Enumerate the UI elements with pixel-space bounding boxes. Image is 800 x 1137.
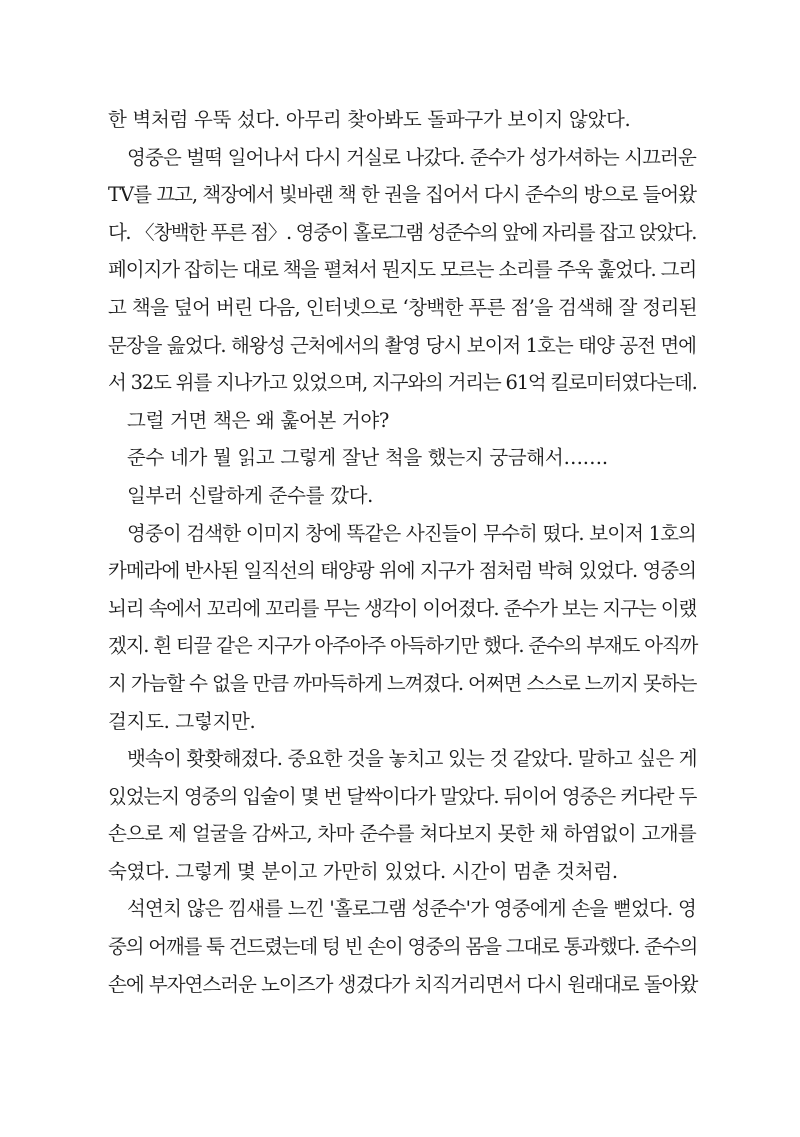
text-line: 다. 〈창백한 푸른 점〉. 영중이 홀로그램 성준수의 앞에 자리를 잡고 앉았다. bbox=[108, 220, 696, 244]
text-line: 뱃속이 홧홧해졌다. 중요한 것을 놓치고 있는 것 같았다. 말하고 싶은 게 bbox=[127, 747, 697, 771]
text-line: 겠지. 흰 티끌 같은 지구가 아주아주 아득하기만 했다. 준수의 부재도 아직까 bbox=[108, 634, 698, 658]
text-line: 카메라에 반사된 일직선의 태양광 위에 지구가 점처럼 박혀 있었다. 영중의 bbox=[108, 559, 696, 583]
text-line: 손으로 제 얼굴을 감싸고, 차마 준수를 쳐다보지 못한 채 하염없이 고개를 bbox=[108, 822, 696, 846]
text-line: 중의 어깨를 툭 건드렸는데 텅 빈 손이 영중의 몸을 그대로 통과했다. 준수의 bbox=[108, 935, 698, 959]
text-line: 석연치 않은 낌새를 느낀 '홀로그램 성준수'가 영중에게 손을 뻗었다. 영 bbox=[127, 897, 696, 921]
text-line: 문장을 읊었다. 해왕성 근처에서의 촬영 당시 보이저 1호는 태양 공전 면에 bbox=[108, 333, 696, 357]
text-line: 그럴 거면 책은 왜 훑어본 거야? bbox=[127, 408, 390, 432]
text-line: 있었는지 영중의 입술이 몇 번 달싹이다가 말았다. 뒤이어 영중은 커다란 두 bbox=[108, 784, 697, 808]
text-line: 일부러 신랄하게 준수를 깠다. bbox=[127, 483, 374, 507]
text-line: TV를 끄고, 책장에서 빛바랜 책 한 권을 집어서 다시 준수의 방으로 들어왔 bbox=[108, 183, 696, 207]
text-line: 뇌리 속에서 꼬리에 꼬리를 무는 생각이 이어졌다. 준수가 보는 지구는 이랬 bbox=[108, 596, 697, 620]
text-line: 영중이 검색한 이미지 창에 똑같은 사진들이 무수히 떴다. 보이저 1호의 bbox=[127, 521, 696, 545]
text-line: 한 벽처럼 우뚝 섰다. 아무리 찾아봐도 돌파구가 보이지 않았다. bbox=[108, 108, 631, 131]
text-line: 손에 부자연스러운 노이즈가 생겼다가 치직거리면서 다시 원래대로 돌아왔 bbox=[108, 972, 698, 996]
text-line: 지 가늠할 수 없을 만큼 까마득하게 느껴졌다. 어쩌면 스스로 느끼지 못하는 bbox=[108, 671, 697, 695]
text-line: 숙였다. 그렇게 몇 분이고 가만히 있었다. 시간이 멈춘 것처럼. bbox=[108, 859, 618, 883]
text-line: 걸지도. 그렇지만. bbox=[108, 709, 256, 733]
body-text bbox=[108, 101, 696, 1003]
text-line: 준수 네가 뭘 읽고 그렇게 잘난 척을 했는지 궁금해서……. bbox=[127, 446, 608, 470]
text-line: 서 32도 위를 지나가고 있었으며, 지구와의 거리는 61억 킬로미터였다는데. bbox=[108, 371, 697, 395]
text-line: 영중은 벌떡 일어나서 다시 거실로 나갔다. 준수가 성가셔하는 시끄러운 bbox=[127, 145, 696, 169]
text-line: 고 책을 덮어 버린 다음, 인터넷으로 ‘창백한 푸른 점’을 검색해 잘 정리된 bbox=[108, 295, 698, 319]
text-line: 페이지가 잡히는 대로 책을 펼쳐서 뭔지도 모르는 소리를 주욱 훑었다. 그리 bbox=[108, 258, 697, 282]
